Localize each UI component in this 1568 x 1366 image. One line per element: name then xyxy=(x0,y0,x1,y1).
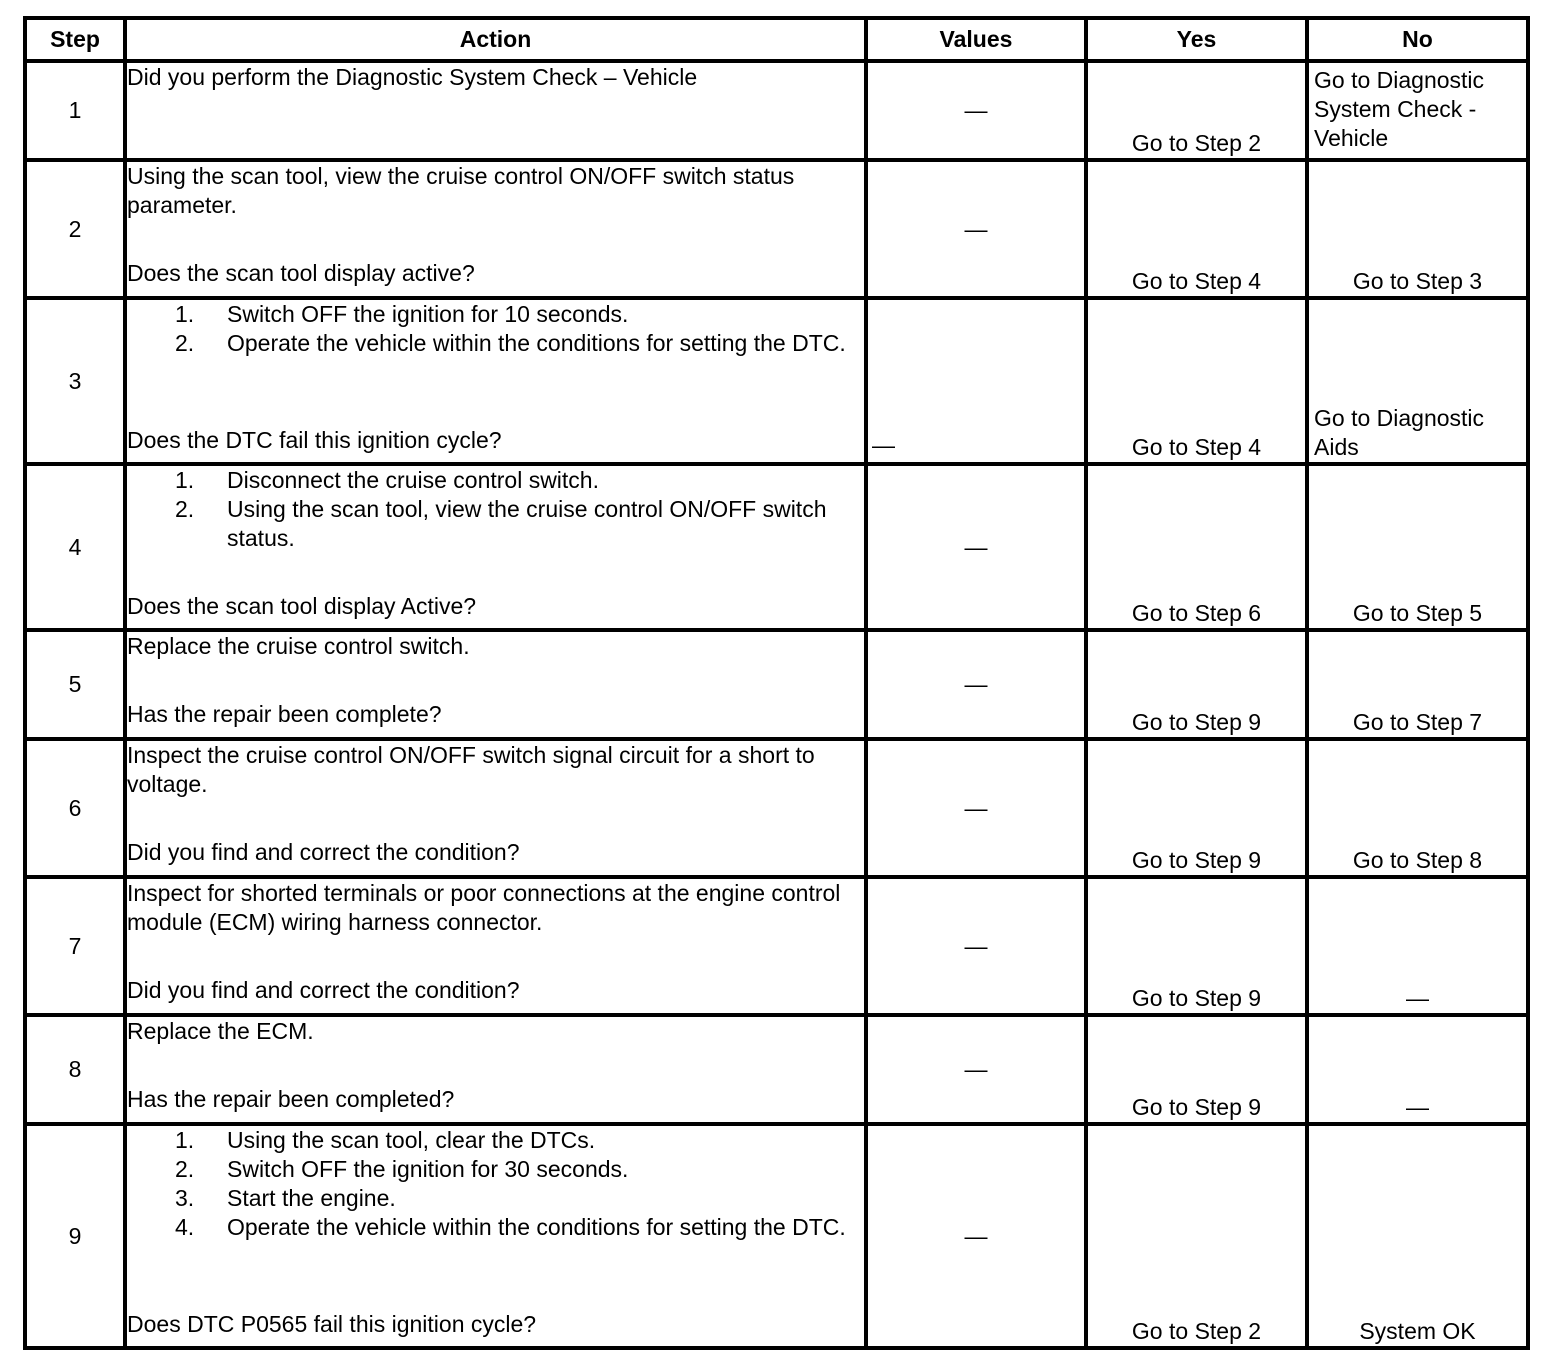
header-action: Action xyxy=(125,18,866,61)
table-row xyxy=(25,464,1528,630)
step-number: 3 xyxy=(25,298,125,464)
values-cell: — xyxy=(866,464,1086,630)
action-cell xyxy=(125,739,866,877)
table-row xyxy=(25,1015,1528,1124)
action-question: Does the DTC fail this ignition cycle? xyxy=(127,427,502,453)
item-number: 1. xyxy=(175,1127,195,1153)
step-number: 6 xyxy=(25,739,125,877)
action-cell xyxy=(125,630,866,739)
no-cell: Go to Step 7 xyxy=(1307,630,1528,739)
yes-cell: Go to Step 2 xyxy=(1086,61,1307,160)
step-number: 9 xyxy=(25,1124,125,1348)
action-question: Does DTC P0565 fail this ignition cycle? xyxy=(127,1311,537,1337)
item-number: 2. xyxy=(175,1156,195,1182)
yes-cell: Go to Step 2 xyxy=(1086,1124,1307,1348)
action-cell xyxy=(125,298,866,464)
values-cell: — xyxy=(866,160,1086,298)
table-row xyxy=(25,877,1528,1015)
item-text: Operate the vehicle within the conditions for setting the DTC. xyxy=(227,1214,846,1240)
item-text: Operate the vehicle within the conditions for setting the DTC. xyxy=(227,330,846,356)
action-steps xyxy=(127,1126,864,1310)
header-values: Values xyxy=(866,18,1086,61)
item-text: Switch OFF the ignition for 30 seconds. xyxy=(227,1156,629,1182)
list-item xyxy=(127,1213,864,1242)
yes-cell: Go to Step 4 xyxy=(1086,160,1307,298)
list-item xyxy=(127,300,864,329)
action-question: Does the scan tool display active? xyxy=(127,260,475,286)
no-cell: Go to Step 3 xyxy=(1307,160,1528,298)
action-text: Did you perform the Diagnostic System Check – Vehicle xyxy=(127,64,698,90)
values-cell: — xyxy=(866,61,1086,160)
header-step: Step xyxy=(25,18,125,61)
yes-cell: Go to Step 9 xyxy=(1086,739,1307,877)
item-text: Using the scan tool, view the cruise control ON/OFF switch status. xyxy=(227,496,827,551)
no-cell: — xyxy=(1307,1015,1528,1124)
step-number: 7 xyxy=(25,877,125,1015)
action-cell xyxy=(125,877,866,1015)
item-text: Disconnect the cruise control switch. xyxy=(227,467,599,493)
step-number: 8 xyxy=(25,1015,125,1124)
list-item xyxy=(127,1126,864,1155)
item-number: 2. xyxy=(175,330,195,356)
action-cell xyxy=(125,160,866,298)
action-text: Inspect for shorted terminals or poor connections at the engine control module (ECM) wiring harness connector. xyxy=(127,880,841,935)
table-row xyxy=(25,739,1528,877)
table-row xyxy=(25,1124,1528,1348)
step-number: 1 xyxy=(25,61,125,160)
table-row xyxy=(25,630,1528,739)
item-number: 4. xyxy=(175,1214,195,1240)
list-item xyxy=(127,1155,864,1184)
action-question: Does the scan tool display Active? xyxy=(127,593,477,619)
list-item xyxy=(127,495,864,553)
values-cell: — xyxy=(866,739,1086,877)
no-cell: System OK xyxy=(1307,1124,1528,1348)
yes-cell: Go to Step 9 xyxy=(1086,630,1307,739)
table-row xyxy=(25,298,1528,464)
action-text: Using the scan tool, view the cruise control ON/OFF switch status parameter. xyxy=(127,163,795,218)
yes-cell: Go to Step 4 xyxy=(1086,298,1307,464)
diagnostic-table xyxy=(23,16,1530,1350)
yes-cell: Go to Step 9 xyxy=(1086,877,1307,1015)
header-row xyxy=(25,18,1528,61)
yes-cell: Go to Step 9 xyxy=(1086,1015,1307,1124)
action-cell xyxy=(125,464,866,630)
list-item xyxy=(127,329,864,358)
action-question: Did you find and correct the condition? xyxy=(127,839,520,865)
values-cell: — xyxy=(866,1124,1086,1348)
action-cell xyxy=(125,1124,866,1348)
action-steps xyxy=(127,466,864,592)
values-cell: — xyxy=(866,630,1086,739)
yes-cell: Go to Step 6 xyxy=(1086,464,1307,630)
item-number: 2. xyxy=(175,496,195,522)
no-cell: Go to Diagnostic System Check - Vehicle xyxy=(1307,61,1528,160)
action-cell xyxy=(125,61,866,160)
table-row xyxy=(25,160,1528,298)
step-number: 5 xyxy=(25,630,125,739)
action-question: Has the repair been completed? xyxy=(127,1086,455,1112)
action-text: Replace the ECM. xyxy=(127,1018,314,1044)
item-number: 3. xyxy=(175,1185,195,1211)
item-text: Using the scan tool, clear the DTCs. xyxy=(227,1127,596,1153)
no-cell: — xyxy=(1307,877,1528,1015)
action-question: Has the repair been complete? xyxy=(127,701,442,727)
action-question: Did you find and correct the condition? xyxy=(127,977,520,1003)
list-item xyxy=(127,466,864,495)
header-no: No xyxy=(1307,18,1528,61)
step-number: 4 xyxy=(25,464,125,630)
action-text: Replace the cruise control switch. xyxy=(127,633,470,659)
no-cell: Go to Step 5 xyxy=(1307,464,1528,630)
list-item xyxy=(127,1184,864,1213)
values-cell: — xyxy=(866,1015,1086,1124)
values-cell: — xyxy=(866,298,1086,464)
no-cell: Go to Step 8 xyxy=(1307,739,1528,877)
action-cell xyxy=(125,1015,866,1124)
no-cell: Go to Diagnostic Aids xyxy=(1307,298,1528,464)
action-text: Inspect the cruise control ON/OFF switch signal circuit for a short to voltage. xyxy=(127,742,815,797)
values-cell: — xyxy=(866,877,1086,1015)
item-text: Start the engine. xyxy=(227,1185,396,1211)
item-number: 1. xyxy=(175,467,195,493)
step-number: 2 xyxy=(25,160,125,298)
item-text: Switch OFF the ignition for 10 seconds. xyxy=(227,301,629,327)
header-yes: Yes xyxy=(1086,18,1307,61)
item-number: 1. xyxy=(175,301,195,327)
action-steps xyxy=(127,300,864,426)
table-row xyxy=(25,61,1528,160)
